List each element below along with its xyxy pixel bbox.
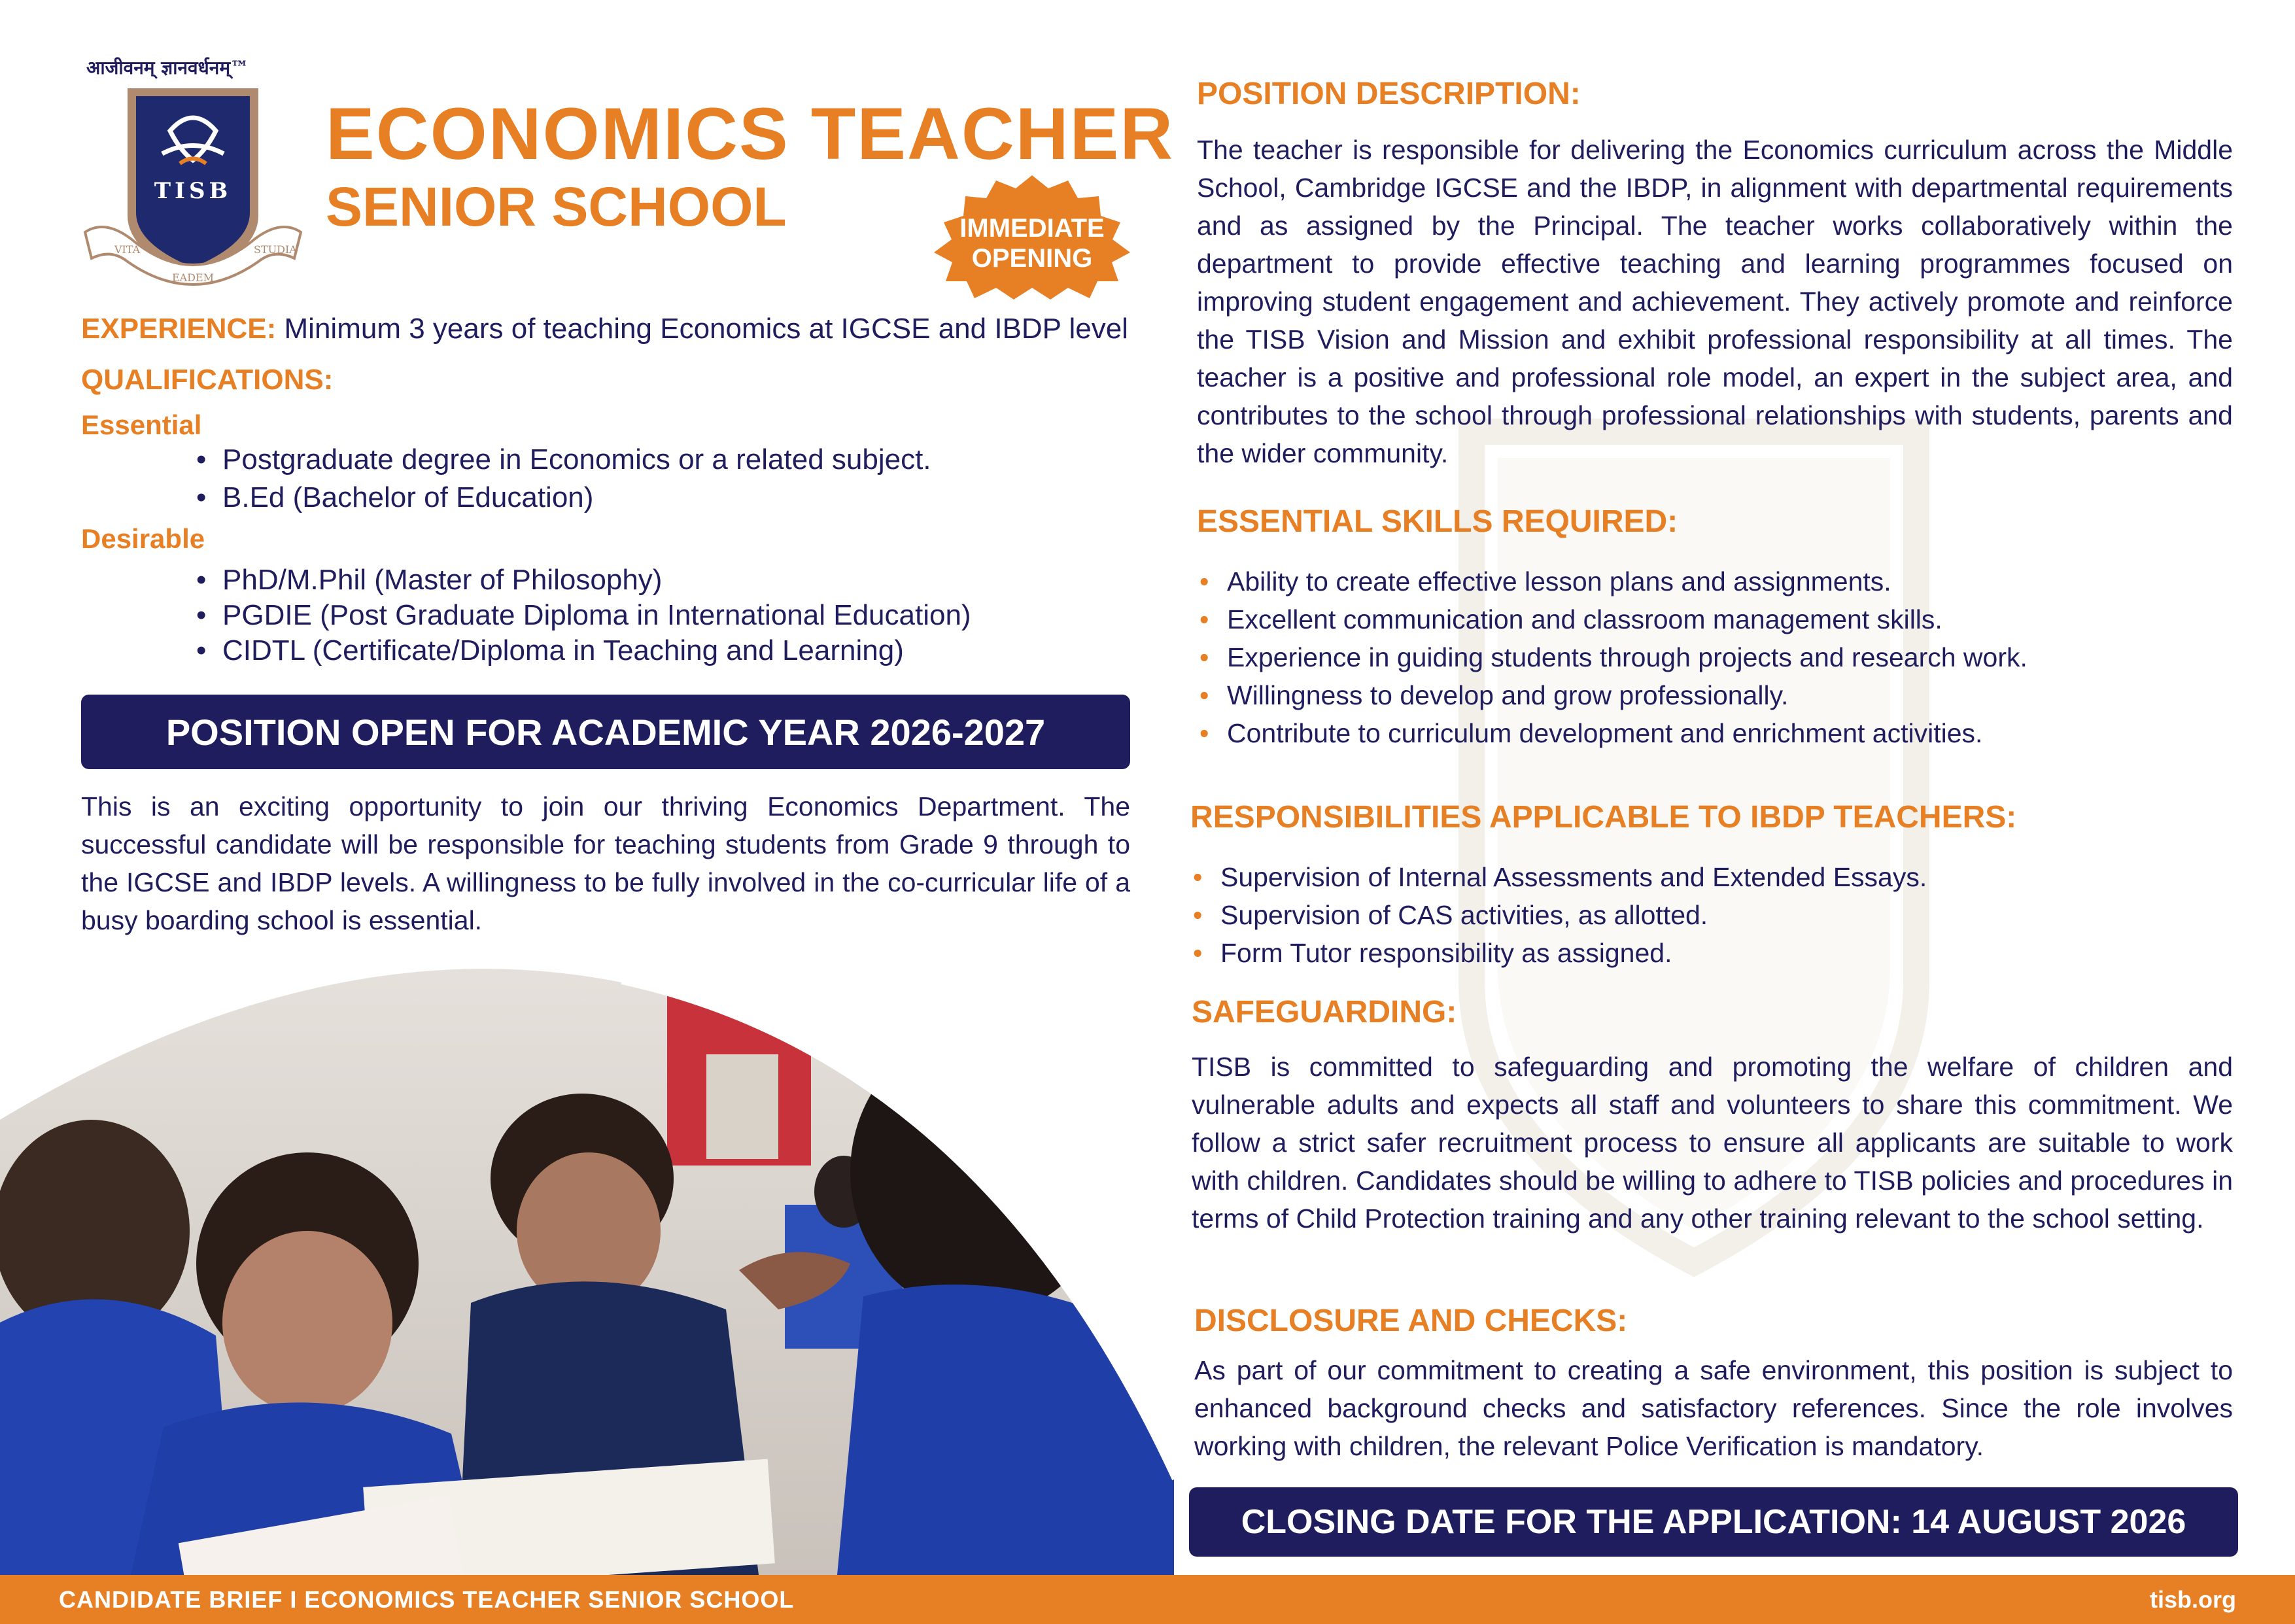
ibdp-heading: RESPONSIBILITIES APPLICABLE TO IBDP TEACHERS: [1190, 800, 2017, 835]
skills-heading: ESSENTIAL SKILLS REQUIRED: [1197, 504, 1678, 539]
ibdp-item: • Supervision of CAS activities, as allotted. [1220, 900, 1708, 931]
footer-label: CANDIDATE BRIEF I ECONOMICS TEACHER SENIOR SCHOOL [59, 1586, 795, 1613]
ibdp-item: • Form Tutor responsibility as assigned. [1220, 938, 1672, 969]
website-link[interactable]: tisb.org [2150, 1586, 2236, 1613]
skill-item: • Experience in guiding students through projects and research work. [1227, 642, 2028, 673]
position-open-banner: POSITION OPEN FOR ACADEMIC YEAR 2026-2027 [81, 695, 1130, 769]
desirable-item: • CIDTL (Certificate/Diploma in Teaching and Learning) [222, 634, 904, 667]
skill-item: • Willingness to develop and grow professionally. [1227, 680, 1788, 711]
page-title: ECONOMICS TEACHER [326, 93, 1175, 175]
desirable-item: • PGDIE (Post Graduate Diploma in International Education) [222, 599, 971, 632]
essential-heading: Essential [81, 409, 202, 440]
ribbon-word-1: VITA [114, 243, 141, 256]
desirable-item: • PhD/M.Phil (Master of Philosophy) [222, 564, 662, 596]
skill-item: • Contribute to curriculum development and enrichment activities. [1227, 718, 1982, 749]
disclosure-text: As part of our commitment to creating a safe environment, this position is subject to enhanced background checks and satisfactory references. Since the role involves working with children, the relevant Police Verification is mandatory. [1194, 1355, 2233, 1461]
experience-label: EXPERIENCE: [81, 313, 277, 345]
skill-item: • Ability to create effective lesson plans and assignments. [1227, 566, 1891, 597]
essential-item: • B.Ed (Bachelor of Education) [222, 481, 593, 514]
school-tagline: आजीवनम् ज्ञानवर्धनम्™ [86, 57, 249, 78]
qualifications-heading: QUALIFICATIONS: [81, 364, 334, 396]
essential-item: • Postgraduate degree in Economics or a related subject. [222, 443, 931, 476]
skill-item: • Excellent communication and classroom management skills. [1227, 604, 1942, 635]
intro-paragraph: This is an exciting opportunity to join our thriving Economics Department. The successful candidate will be responsible for teaching students from Grade 9 through to the IGCSE and IBDP levels. A willingness to be fully involved in the co-curricular life of a busy boarding school is essential. [81, 791, 1130, 935]
students-photo [0, 956, 1177, 1575]
badge-line-2: OPENING [971, 244, 1093, 273]
closing-date-banner: CLOSING DATE FOR THE APPLICATION: 14 AUGUST 2026 [1189, 1487, 2238, 1557]
ibdp-item: • Supervision of Internal Assessments and Extended Essays. [1220, 862, 1927, 893]
ribbon-word-3: STUDIA [254, 243, 297, 256]
badge-line-1: IMMEDIATE [959, 214, 1105, 243]
page-subtitle: SENIOR SCHOOL [326, 176, 787, 237]
immediate-opening-badge [927, 175, 1137, 300]
desirable-heading: Desirable [81, 523, 205, 554]
ribbon-word-2: EADEM [171, 271, 215, 284]
school-crest-logo [78, 82, 307, 291]
position-description-text: The teacher is responsible for delivering the Economics curriculum across the Middle School, Cambridge IGCSE and the IBDP, in alignment with departmental requirements and as assigned by the Principal. The teacher works collaboratively within the department to provide effective teaching and learning programmes focused on improving student engagement and achievement. They actively promote and reinforce the TISB Vision and Mission and exhibit professional responsibility at all times. The teacher is a positive and professional role model, an expert in the subject area, and contributes to the school through professional relationships with students, parents and the wider community. [1197, 135, 2233, 468]
disclosure-heading: DISCLOSURE AND CHECKS: [1194, 1304, 1628, 1338]
experience-line [81, 313, 1128, 345]
safeguarding-heading: SAFEGUARDING: [1192, 995, 1457, 1029]
experience-text: Minimum 3 years of teaching Economics at IGCSE and IBDP level [284, 313, 1128, 345]
crest-text: TISB [154, 178, 232, 204]
safeguarding-text: TISB is committed to safeguarding and promoting the welfare of children and vulnerable adults and expects all staff and volunteers to share this commitment. We follow a strict safer recruitment process to ensure all applicants are suitable to work with children. Candidates should be willing to adhere to TISB policies and procedures in terms of Child Protection training and any other training relevant to the school setting. [1192, 1052, 2233, 1234]
position-description-heading: POSITION DESCRIPTION: [1197, 77, 1581, 111]
